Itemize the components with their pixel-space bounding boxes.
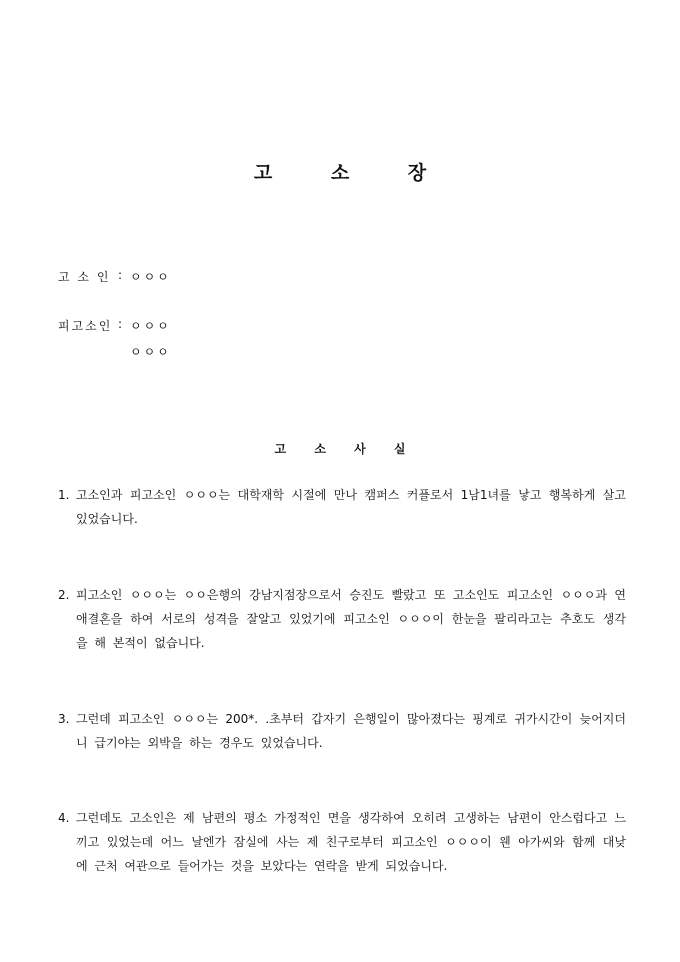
paragraph-text: 그런데 피고소인 ㅇㅇㅇ는 200*. .초부터 갑자기 은행일이 많아졌다는 핑계로 귀가시간이 늦어지더니 급기야는 외박을 하는 경우도 있었습니다. bbox=[76, 712, 626, 750]
paragraph-number: 4. bbox=[58, 811, 70, 825]
paragraph-number: 1. bbox=[58, 488, 70, 502]
complainant-label: 고 소 인 bbox=[58, 270, 111, 284]
complainant-names bbox=[130, 268, 171, 285]
accused-row bbox=[58, 317, 171, 360]
paragraph-text: 그런데도 고소인은 제 남편의 평소 가정적인 면을 생각하여 오히려 고생하는 남편이 안스럽다고 느끼고 있었는데 어느 날엔가 잠실에 사는 제 친구로부터 피고소인 ㅇㅇㅇ이 웬 아가씨와 함께 대낮에 근처 여관으로 들어가는 것을 보았다는 연락을 받게 되었습니다. bbox=[76, 811, 626, 873]
document-title: 고 소 장 bbox=[253, 162, 453, 184]
section-title: 고 소 사 실 bbox=[274, 442, 418, 456]
complainant-row bbox=[58, 268, 171, 285]
complainant-name: ㅇㅇㅇ bbox=[130, 270, 171, 284]
accused-name-2: ㅇㅇㅇ bbox=[130, 345, 171, 359]
accused-name-1: ㅇㅇㅇ bbox=[130, 319, 171, 333]
complainant-colon: : bbox=[118, 268, 123, 282]
paragraph-text: 피고소인 ㅇㅇㅇ는 ㅇㅇ은행의 강남지점장으로서 승진도 빨랐고 또 고소인도 피고소인 ㅇㅇㅇ과 연애결혼을 하여 서로의 성격을 잘알고 있었기에 피고소인 ㅇㅇㅇ이 한눈을 팔리라고는 추호도 생각을 해 본적이 없습니다. bbox=[76, 588, 626, 650]
paragraph-4 bbox=[58, 806, 626, 878]
paragraph-number: 3. bbox=[58, 712, 70, 726]
paragraph-2 bbox=[58, 583, 626, 655]
accused-label: 피고소인 bbox=[58, 319, 113, 333]
accused-names bbox=[130, 317, 171, 360]
paragraph-number: 2. bbox=[58, 588, 70, 602]
paragraph-1 bbox=[58, 483, 626, 531]
accused-colon: : bbox=[118, 317, 123, 331]
paragraph-3 bbox=[58, 707, 626, 755]
paragraph-text: 고소인과 피고소인 ㅇㅇㅇ는 대학재학 시절에 만나 캠퍼스 커플로서 1남1녀를 낳고 행복하게 살고 있었습니다. bbox=[76, 488, 626, 526]
